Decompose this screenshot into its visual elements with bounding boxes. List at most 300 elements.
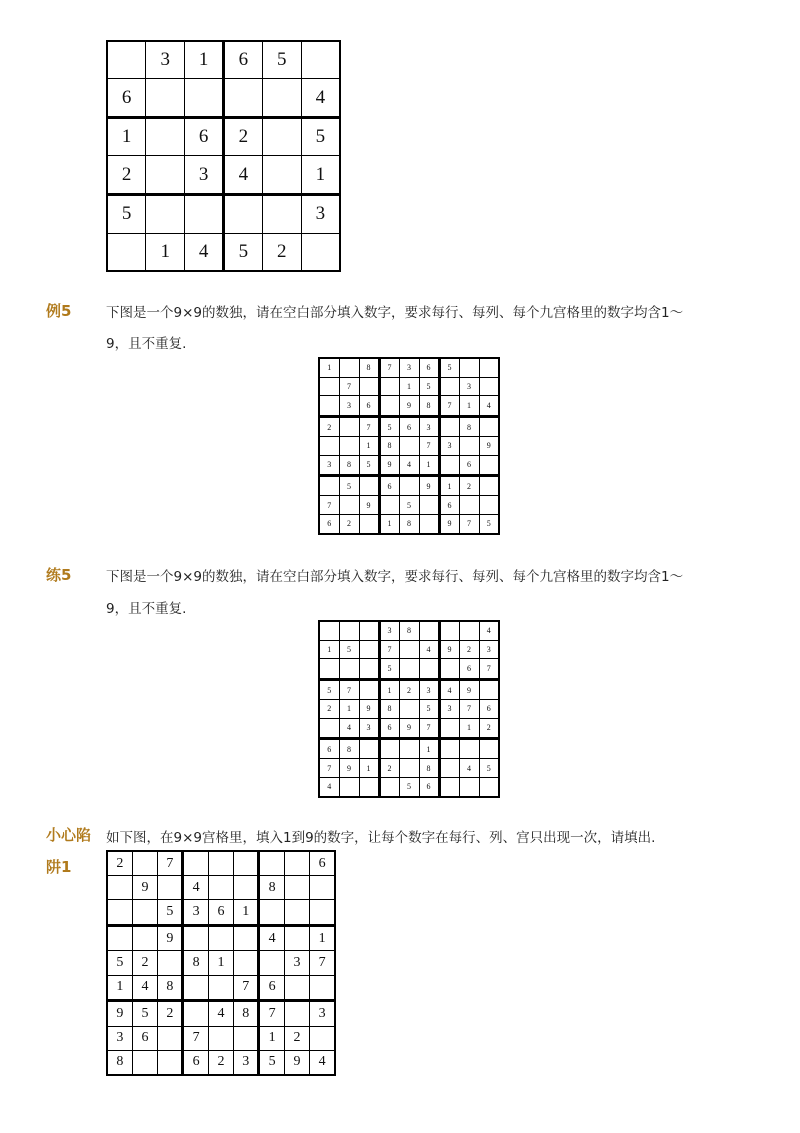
grid-cell: 6 — [459, 455, 479, 475]
grid-cell: 6 — [379, 718, 399, 738]
grid-cell: 1 — [259, 1026, 284, 1050]
grid-cell — [359, 377, 379, 396]
grid-cell — [107, 925, 132, 951]
grid-cell: 1 — [359, 759, 379, 778]
grid-cell: 4 — [479, 621, 499, 640]
grid-cell — [223, 195, 262, 234]
grid-cell — [319, 476, 339, 496]
grid-cell: 7 — [459, 514, 479, 534]
grid-cell: 5 — [379, 416, 399, 436]
practice5-sudoku-grid — [318, 620, 500, 798]
grid-cell — [439, 659, 459, 679]
grid-row — [107, 851, 335, 876]
grid-cell — [234, 1026, 259, 1050]
grid-cell — [208, 876, 233, 900]
grid-cell — [359, 476, 379, 496]
grid-row — [107, 79, 340, 118]
grid-cell — [479, 455, 499, 475]
grid-cell: 5 — [223, 233, 262, 271]
trap1-sudoku-grid — [106, 850, 336, 1076]
grid-cell — [319, 621, 339, 640]
grid-cell — [379, 496, 399, 515]
grid-cell: 5 — [379, 659, 399, 679]
grid-cell — [284, 925, 309, 951]
grid-cell: 2 — [319, 700, 339, 719]
grid-cell: 3 — [107, 1026, 132, 1050]
grid-cell: 6 — [208, 900, 233, 926]
grid-row — [107, 1050, 335, 1075]
grid-cell — [107, 900, 132, 926]
grid-cell — [208, 851, 233, 876]
grid-cell: 4 — [183, 876, 208, 900]
grid-cell: 1 — [234, 900, 259, 926]
practice5-text-line1: 下图是一个9×9的数独，请在空白部分填入数字，要求每行、每列、每个九宫格里的数字均含1～ — [106, 569, 684, 585]
grid-cell: 3 — [479, 640, 499, 659]
grid-cell: 2 — [132, 951, 157, 975]
grid-row — [107, 876, 335, 900]
grid-cell: 7 — [234, 975, 259, 1001]
grid-row — [107, 117, 340, 156]
grid-row — [319, 659, 499, 679]
grid-cell: 6 — [185, 117, 224, 156]
grid-cell: 7 — [319, 496, 339, 515]
grid-cell: 5 — [399, 496, 419, 515]
grid-cell: 9 — [439, 514, 459, 534]
grid-cell — [319, 396, 339, 416]
grid-cell — [284, 851, 309, 876]
grid-cell: 2 — [339, 514, 359, 534]
grid-cell: 1 — [379, 679, 399, 699]
grid-row — [107, 900, 335, 926]
grid-cell — [107, 876, 132, 900]
grid-cell: 3 — [301, 195, 340, 234]
grid-cell: 4 — [399, 455, 419, 475]
grid-cell: 6 — [359, 396, 379, 416]
grid-cell: 6 — [319, 739, 339, 759]
grid-cell — [158, 1026, 183, 1050]
grid-row — [319, 377, 499, 396]
grid-cell: 1 — [185, 41, 224, 79]
grid-cell — [439, 718, 459, 738]
grid-row — [319, 476, 499, 496]
grid-cell: 3 — [310, 1001, 335, 1027]
grid-cell — [262, 195, 301, 234]
grid-cell — [379, 377, 399, 396]
grid-cell: 9 — [132, 876, 157, 900]
grid-cell: 8 — [399, 514, 419, 534]
grid-row — [107, 156, 340, 195]
grid-cell — [146, 195, 185, 234]
grid-cell: 5 — [419, 377, 439, 396]
grid-cell: 4 — [419, 640, 439, 659]
grid-cell — [262, 117, 301, 156]
grid-cell: 2 — [379, 759, 399, 778]
grid-cell: 3 — [284, 951, 309, 975]
grid-cell — [399, 437, 419, 456]
grid-cell — [183, 1001, 208, 1027]
grid-cell: 4 — [439, 679, 459, 699]
grid-row — [319, 496, 499, 515]
grid-cell — [310, 975, 335, 1001]
grid-cell: 3 — [185, 156, 224, 195]
grid-cell: 7 — [459, 700, 479, 719]
grid-cell: 5 — [339, 476, 359, 496]
grid-cell: 8 — [234, 1001, 259, 1027]
grid-cell: 3 — [359, 718, 379, 738]
grid-cell: 3 — [439, 700, 459, 719]
grid-cell: 1 — [459, 718, 479, 738]
grid-row — [107, 975, 335, 1001]
grid-cell: 6 — [459, 659, 479, 679]
grid-cell: 1 — [310, 925, 335, 951]
grid-cell: 6 — [399, 416, 419, 436]
grid-cell — [399, 700, 419, 719]
grid-cell — [132, 900, 157, 926]
grid-cell: 6 — [107, 79, 146, 118]
grid-cell — [399, 640, 419, 659]
grid-cell — [146, 79, 185, 118]
grid-cell: 5 — [479, 759, 499, 778]
grid-cell: 9 — [399, 718, 419, 738]
grid-cell: 2 — [459, 640, 479, 659]
grid-cell — [234, 925, 259, 951]
practice5-text-line2: 9，且不重复. — [106, 601, 187, 617]
grid-cell: 1 — [301, 156, 340, 195]
grid-cell: 9 — [359, 700, 379, 719]
grid-cell: 9 — [339, 759, 359, 778]
grid-cell — [359, 621, 379, 640]
grid-cell — [301, 233, 340, 271]
grid-cell: 5 — [259, 1050, 284, 1075]
grid-row — [319, 437, 499, 456]
grid-cell — [310, 1026, 335, 1050]
sudoku-6x6-grid — [106, 40, 341, 272]
grid-cell — [262, 156, 301, 195]
grid-cell — [158, 1050, 183, 1075]
grid-cell — [284, 1001, 309, 1027]
grid-cell — [479, 416, 499, 436]
grid-cell: 7 — [259, 1001, 284, 1027]
grid-cell — [284, 876, 309, 900]
grid-cell — [439, 777, 459, 797]
grid-cell: 9 — [107, 1001, 132, 1027]
grid-cell: 3 — [399, 358, 419, 377]
grid-cell — [399, 476, 419, 496]
grid-cell — [310, 900, 335, 926]
grid-cell: 4 — [301, 79, 340, 118]
grid-cell: 2 — [107, 851, 132, 876]
grid-cell: 1 — [339, 700, 359, 719]
grid-cell: 6 — [223, 41, 262, 79]
grid-cell — [439, 759, 459, 778]
grid-cell — [359, 679, 379, 699]
grid-cell — [319, 437, 339, 456]
grid-cell — [132, 1050, 157, 1075]
example5-text-line1: 下图是一个9×9的数独，请在空白部分填入数字，要求每行、每列、每个九宫格里的数字均含1～ — [106, 305, 684, 321]
grid-cell: 2 — [284, 1026, 309, 1050]
grid-cell: 4 — [259, 925, 284, 951]
grid-cell: 3 — [419, 416, 439, 436]
grid-cell — [479, 476, 499, 496]
grid-cell: 9 — [284, 1050, 309, 1075]
grid-cell: 8 — [183, 951, 208, 975]
grid-cell: 8 — [459, 416, 479, 436]
grid-cell — [359, 640, 379, 659]
grid-cell: 6 — [439, 496, 459, 515]
grid-row — [319, 700, 499, 719]
grid-cell: 3 — [439, 437, 459, 456]
grid-cell — [208, 1026, 233, 1050]
grid-cell — [439, 377, 459, 396]
grid-row — [319, 718, 499, 738]
grid-cell: 7 — [479, 659, 499, 679]
grid-cell: 1 — [319, 358, 339, 377]
grid-cell: 5 — [479, 514, 499, 534]
grid-cell: 7 — [379, 640, 399, 659]
grid-cell — [479, 679, 499, 699]
grid-cell: 9 — [459, 679, 479, 699]
grid-cell — [146, 117, 185, 156]
grid-cell: 7 — [310, 951, 335, 975]
grid-cell — [158, 876, 183, 900]
grid-cell: 3 — [319, 455, 339, 475]
grid-cell — [259, 851, 284, 876]
grid-row — [319, 640, 499, 659]
grid-cell — [234, 876, 259, 900]
grid-cell: 3 — [183, 900, 208, 926]
grid-cell — [359, 739, 379, 759]
grid-cell — [419, 496, 439, 515]
grid-cell: 4 — [319, 777, 339, 797]
grid-cell: 8 — [419, 396, 439, 416]
grid-row — [319, 396, 499, 416]
grid-cell: 1 — [419, 739, 439, 759]
grid-cell: 7 — [379, 358, 399, 377]
grid-cell: 6 — [479, 700, 499, 719]
grid-cell — [459, 437, 479, 456]
grid-cell: 1 — [208, 951, 233, 975]
grid-cell — [301, 41, 340, 79]
grid-cell: 2 — [262, 233, 301, 271]
grid-cell: 4 — [310, 1050, 335, 1075]
grid-cell: 2 — [223, 117, 262, 156]
grid-cell: 6 — [183, 1050, 208, 1075]
grid-cell — [419, 659, 439, 679]
grid-cell — [259, 951, 284, 975]
grid-row — [107, 1001, 335, 1027]
grid-cell: 4 — [185, 233, 224, 271]
grid-cell — [339, 621, 359, 640]
grid-cell — [459, 496, 479, 515]
grid-row — [319, 777, 499, 797]
trap1-label-line2: 阱1 — [46, 858, 72, 876]
grid-cell — [107, 233, 146, 271]
grid-cell — [183, 851, 208, 876]
grid-cell: 5 — [107, 195, 146, 234]
grid-cell: 9 — [479, 437, 499, 456]
grid-cell: 1 — [107, 117, 146, 156]
grid-cell — [185, 195, 224, 234]
grid-cell — [439, 739, 459, 759]
grid-row — [107, 233, 340, 271]
grid-cell: 5 — [419, 700, 439, 719]
grid-cell: 5 — [301, 117, 340, 156]
grid-cell: 6 — [419, 777, 439, 797]
grid-cell — [234, 851, 259, 876]
grid-cell: 6 — [132, 1026, 157, 1050]
grid-cell: 8 — [259, 876, 284, 900]
grid-cell — [319, 718, 339, 738]
grid-cell: 9 — [399, 396, 419, 416]
grid-cell: 1 — [399, 377, 419, 396]
grid-row — [107, 951, 335, 975]
grid-cell — [310, 876, 335, 900]
grid-cell: 2 — [107, 156, 146, 195]
grid-cell: 2 — [158, 1001, 183, 1027]
grid-cell — [132, 851, 157, 876]
grid-cell: 3 — [419, 679, 439, 699]
grid-cell: 8 — [158, 975, 183, 1001]
grid-cell — [146, 156, 185, 195]
grid-cell: 8 — [107, 1050, 132, 1075]
grid-cell: 7 — [158, 851, 183, 876]
grid-cell — [132, 925, 157, 951]
trap1-label-line1: 小心陷 — [46, 826, 92, 844]
grid-row — [107, 1026, 335, 1050]
grid-cell — [158, 951, 183, 975]
grid-cell: 8 — [379, 437, 399, 456]
grid-cell — [339, 437, 359, 456]
grid-cell — [183, 975, 208, 1001]
grid-cell: 7 — [359, 416, 379, 436]
grid-cell: 5 — [439, 358, 459, 377]
grid-cell — [208, 975, 233, 1001]
grid-cell — [208, 925, 233, 951]
grid-cell — [359, 777, 379, 797]
grid-cell: 9 — [158, 925, 183, 951]
grid-cell: 3 — [146, 41, 185, 79]
grid-row — [319, 621, 499, 640]
grid-cell: 4 — [208, 1001, 233, 1027]
example5-sudoku-grid — [318, 357, 500, 535]
grid-row — [319, 514, 499, 534]
grid-cell — [284, 900, 309, 926]
grid-cell: 4 — [223, 156, 262, 195]
grid-row — [319, 358, 499, 377]
grid-row — [319, 455, 499, 475]
trap1-text: 如下图，在9×9宫格里，填入1到9的数字，让每个数字在每行、列、宫只出现一次，请填出. — [106, 830, 656, 846]
grid-cell — [262, 79, 301, 118]
grid-row — [107, 195, 340, 234]
grid-cell — [439, 621, 459, 640]
grid-cell — [107, 41, 146, 79]
grid-cell — [479, 739, 499, 759]
grid-cell — [379, 777, 399, 797]
grid-cell: 8 — [359, 358, 379, 377]
grid-cell: 5 — [262, 41, 301, 79]
grid-cell — [479, 496, 499, 515]
grid-cell: 3 — [459, 377, 479, 396]
grid-cell — [339, 496, 359, 515]
grid-cell: 6 — [419, 358, 439, 377]
grid-cell — [459, 739, 479, 759]
grid-cell: 4 — [479, 396, 499, 416]
grid-cell — [339, 416, 359, 436]
grid-cell — [339, 659, 359, 679]
grid-cell — [185, 79, 224, 118]
grid-cell: 6 — [319, 514, 339, 534]
grid-cell — [479, 377, 499, 396]
grid-cell — [459, 358, 479, 377]
grid-cell: 7 — [183, 1026, 208, 1050]
grid-cell: 1 — [319, 640, 339, 659]
grid-row — [319, 679, 499, 699]
grid-cell: 7 — [339, 679, 359, 699]
grid-cell — [319, 377, 339, 396]
grid-cell: 7 — [339, 377, 359, 396]
practice5-label: 练5 — [46, 566, 72, 584]
grid-cell — [399, 739, 419, 759]
grid-cell: 6 — [310, 851, 335, 876]
grid-cell — [399, 759, 419, 778]
grid-cell: 2 — [319, 416, 339, 436]
grid-cell: 9 — [359, 496, 379, 515]
grid-cell: 8 — [399, 621, 419, 640]
grid-cell: 9 — [419, 476, 439, 496]
grid-cell — [319, 659, 339, 679]
grid-row — [319, 739, 499, 759]
grid-cell: 9 — [439, 640, 459, 659]
grid-cell: 1 — [439, 476, 459, 496]
grid-cell — [379, 739, 399, 759]
grid-cell: 1 — [419, 455, 439, 475]
grid-cell: 7 — [319, 759, 339, 778]
grid-cell: 5 — [399, 777, 419, 797]
grid-cell — [459, 777, 479, 797]
grid-cell — [479, 777, 499, 797]
grid-cell — [183, 925, 208, 951]
grid-cell: 1 — [379, 514, 399, 534]
grid-cell — [339, 777, 359, 797]
grid-cell: 2 — [459, 476, 479, 496]
grid-cell — [439, 416, 459, 436]
grid-cell — [223, 79, 262, 118]
grid-cell: 1 — [146, 233, 185, 271]
grid-cell — [399, 659, 419, 679]
grid-cell: 5 — [107, 951, 132, 975]
grid-cell — [419, 621, 439, 640]
grid-cell: 3 — [234, 1050, 259, 1075]
grid-cell: 6 — [379, 476, 399, 496]
grid-cell: 4 — [339, 718, 359, 738]
grid-cell — [479, 358, 499, 377]
grid-cell: 5 — [132, 1001, 157, 1027]
grid-cell — [419, 514, 439, 534]
grid-cell: 6 — [259, 975, 284, 1001]
grid-cell: 7 — [419, 437, 439, 456]
grid-cell: 3 — [379, 621, 399, 640]
grid-cell: 2 — [399, 679, 419, 699]
grid-cell: 8 — [419, 759, 439, 778]
grid-row — [319, 416, 499, 436]
grid-cell: 8 — [379, 700, 399, 719]
grid-row — [107, 925, 335, 951]
grid-cell: 1 — [359, 437, 379, 456]
grid-cell: 5 — [359, 455, 379, 475]
example5-text-line2: 9，且不重复. — [106, 336, 187, 352]
grid-cell: 5 — [319, 679, 339, 699]
grid-cell: 1 — [459, 396, 479, 416]
